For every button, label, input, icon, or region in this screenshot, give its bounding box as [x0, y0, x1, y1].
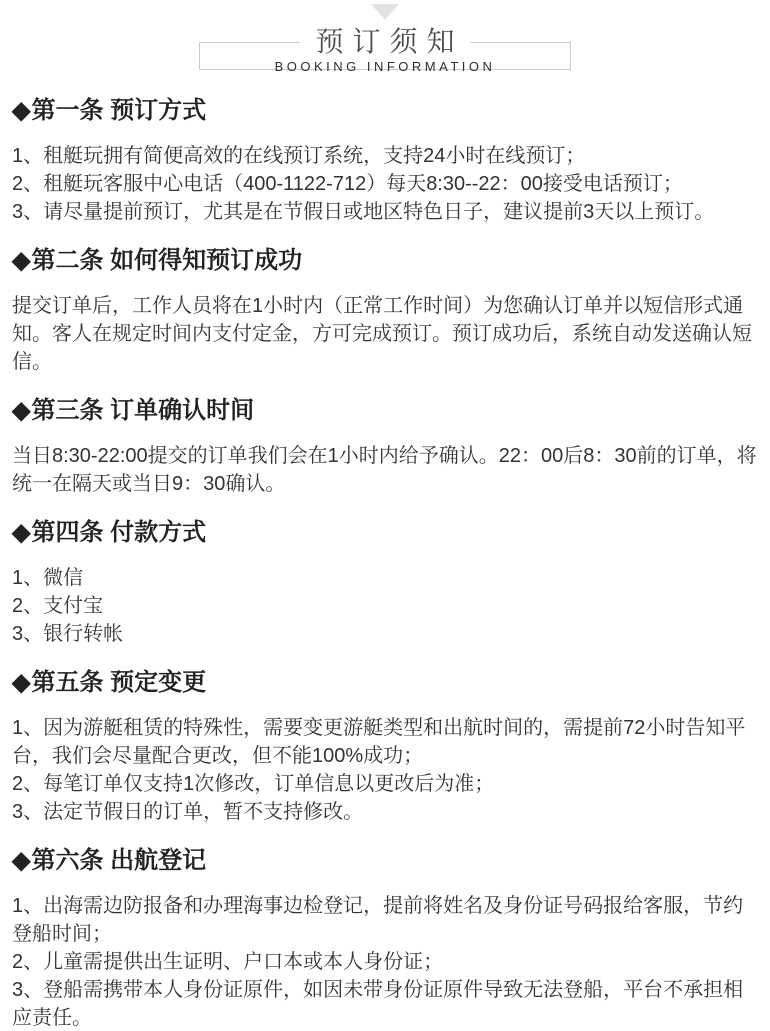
list-item: 1、因为游艇租赁的特殊性，需要变更游艇类型和出航时间的，需提前72小时告知平台，我们会尽量配合更改，但不能100%成功； [12, 717, 746, 767]
section-payment-methods [12, 518, 758, 648]
list-item: 1、微信 [12, 567, 84, 589]
section-1-heading-text: 第一条 预订方式 [31, 97, 207, 124]
subtitle-row [199, 58, 571, 76]
triangle-down-icon [371, 4, 399, 20]
list-item: 2、租艇玩客服中心电话（400-1122-712）每天8:30--22：00接受电话预订； [12, 173, 683, 195]
section-4-heading-text: 第四条 付款方式 [31, 519, 207, 546]
diamond-icon: ◆ [12, 847, 31, 874]
diamond-icon: ◆ [12, 519, 31, 546]
list-item: 3、登船需携带本人身份证原件，如因未带身份证原件导致无法登船，平台不承担相应责任。 [12, 979, 744, 1029]
diamond-icon: ◆ [12, 247, 31, 274]
diamond-icon: ◆ [12, 397, 31, 424]
section-6-heading-text: 第六条 出航登记 [31, 847, 207, 874]
section-3-heading [12, 396, 758, 426]
title-row [199, 26, 571, 58]
list-item: 3、请尽量提前预订，尤其是在节假日或地区特色日子，建议提前3天以上预订。 [12, 201, 715, 223]
list-item: 2、儿童需提供出生证明、户口本或本人身份证； [12, 951, 444, 973]
page-title: 预订须知 [300, 26, 469, 58]
list-item: 2、支付宝 [12, 595, 104, 617]
section-booking-method [12, 96, 758, 226]
section-3-heading-text: 第三条 订单确认时间 [31, 397, 255, 424]
section-2-heading-text: 第二条 如何得知预订成功 [31, 247, 303, 274]
diamond-icon: ◆ [12, 97, 31, 124]
page-subtitle: BOOKING INFORMATION [274, 59, 496, 74]
section-booking-changes [12, 668, 758, 826]
section-booking-confirmation [12, 246, 758, 376]
section-1-heading [12, 96, 758, 126]
paragraph: 提交订单后，工作人员将在1小时内（正常工作时间）为您确认订单并以短信形式通知。客人在规定时间内支付定金，方可完成预订。预订成功后，系统自动发送确认短信。 [12, 295, 752, 373]
section-4-heading [12, 518, 758, 548]
section-5-heading [12, 668, 758, 698]
section-departure-registration [12, 846, 758, 1031]
list-item: 1、出海需边防报备和办理海事边检登记，提前将姓名及身份证号码报给客服，节约登船时间； [12, 895, 744, 945]
paragraph: 当日8:30-22:00提交的订单我们会在1小时内给予确认。22：00后8：30前的订单，将统一在隔天或当日9：30确认。 [12, 445, 757, 495]
section-6-heading [12, 846, 758, 876]
list-item: 3、法定节假日的订单，暂不支持修改。 [12, 801, 364, 823]
list-item: 2、每笔订单仅支持1次修改，订单信息以更改后为准； [12, 773, 495, 795]
section-5-heading-text: 第五条 预定变更 [31, 669, 207, 696]
list-item: 1、租艇玩拥有简便高效的在线预订系统，支持24小时在线预订； [12, 145, 586, 167]
section-order-confirm-time [12, 396, 758, 498]
section-2-heading [12, 246, 758, 276]
diamond-icon: ◆ [12, 669, 31, 696]
list-item: 3、银行转帐 [12, 623, 124, 645]
page-header [199, 26, 571, 76]
